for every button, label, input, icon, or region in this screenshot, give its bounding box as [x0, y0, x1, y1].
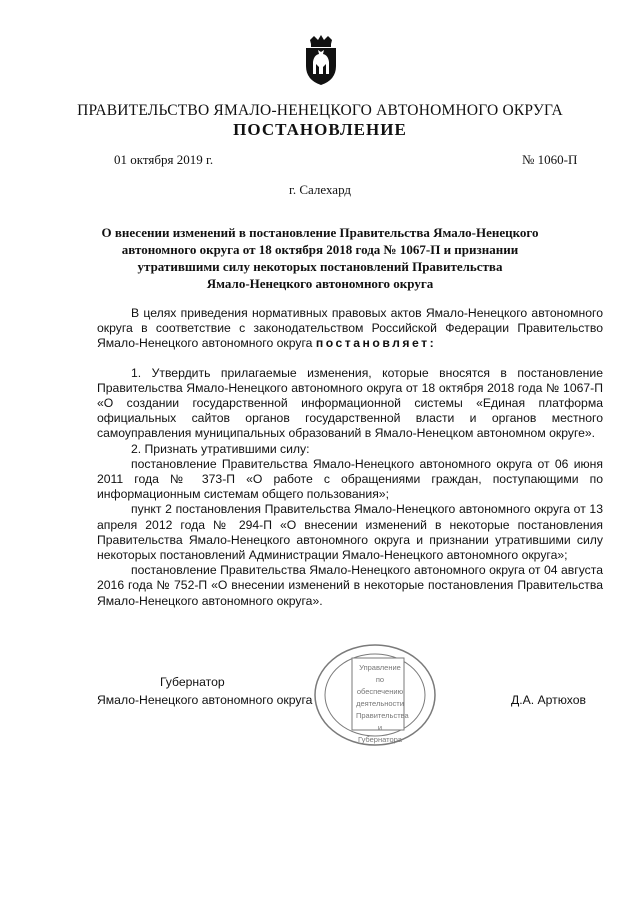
coat-of-arms-icon [302, 34, 340, 86]
stamp-line: Управление по [359, 663, 401, 684]
title-line: О внесении изменений в постановление Правительства Ямало-Ненецкого [101, 225, 539, 240]
document-city: г. Салехард [288, 182, 352, 197]
signer-name: Д.А. Артюхов [511, 693, 586, 707]
stamp-line: обеспечению [356, 687, 404, 696]
title-line: Ямало-Ненецкого автономного округа [206, 276, 434, 291]
document-number: № 1060-П [522, 152, 578, 167]
preamble-paragraph [97, 306, 603, 352]
official-stamp [310, 640, 440, 750]
document-title [100, 224, 540, 292]
preamble-text: В целях приведения нормативных правовых актов Ямало-Ненецкого автономного округа в соответствие с законодательством Российской Федерации Правительство Ямало-Ненецкого автономного округа [97, 306, 603, 351]
item-2a: постановление Правительства Ямало-Ненецкого автономного округа от 06 июня 2011 года № 373-П «О работе с обращениями граждан, поступающими по информационным системам общего пользования»; [97, 456, 603, 502]
stamp-line: Правительства [356, 711, 409, 720]
document-type: ПОСТАНОВЛЕНИЕ [233, 120, 407, 139]
item-2: 2. Признать утратившими силу: [131, 441, 310, 456]
item-1: 1. Утвердить прилагаемые изменения, которые вносятся в постановление Правительства Ямало-Ненецкого автономного округа от 18 октября 2018 года № 1067-П «О создании государственной информационной системы «Единая платформа официальных сайтов органов государственной власти и органов местного самоуправления муниципальных образований в Ямало-Ненецком автономном округе». [97, 365, 603, 441]
item-2b: пункт 2 постановления Правительства Ямало-Ненецкого автономного округа от 13 апреля 2012 года № 294-П «О внесении изменений в некоторые постановления Правительства Ямало-Ненецкого автономного округа и признании утратившими силу некоторых постановлений Администрации Ямало-Ненецкого автономного округа»; [97, 502, 603, 563]
stamp-line: деятельности [356, 699, 404, 708]
item-2c: постановление Правительства Ямало-Ненецкого автономного округа от 04 августа 2016 года № 752-П «О внесении изменений в некоторые постановления Правительства Ямало-Ненецкого автономного округа». [97, 563, 603, 608]
title-line: автономного округа от 18 октября 2018 года № 1067-П и признании [121, 242, 519, 257]
stamp-text [356, 662, 409, 746]
resolves-word: постановляет: [315, 336, 437, 351]
stamp-line: и Губернатора [358, 723, 402, 744]
title-line: утратившими силу некоторых постановлений Правительства [137, 259, 503, 274]
document-body [97, 306, 603, 609]
government-name: ПРАВИТЕЛЬСТВО ЯМАЛО-НЕНЕЦКОГО АВТОНОМНОГО ОКРУГА [77, 102, 563, 119]
signature-region: Ямало-Ненецкого автономного округа [97, 693, 313, 707]
document-date: 01 октября 2019 г. [114, 152, 214, 167]
signature-position: Губернатор [160, 675, 225, 689]
